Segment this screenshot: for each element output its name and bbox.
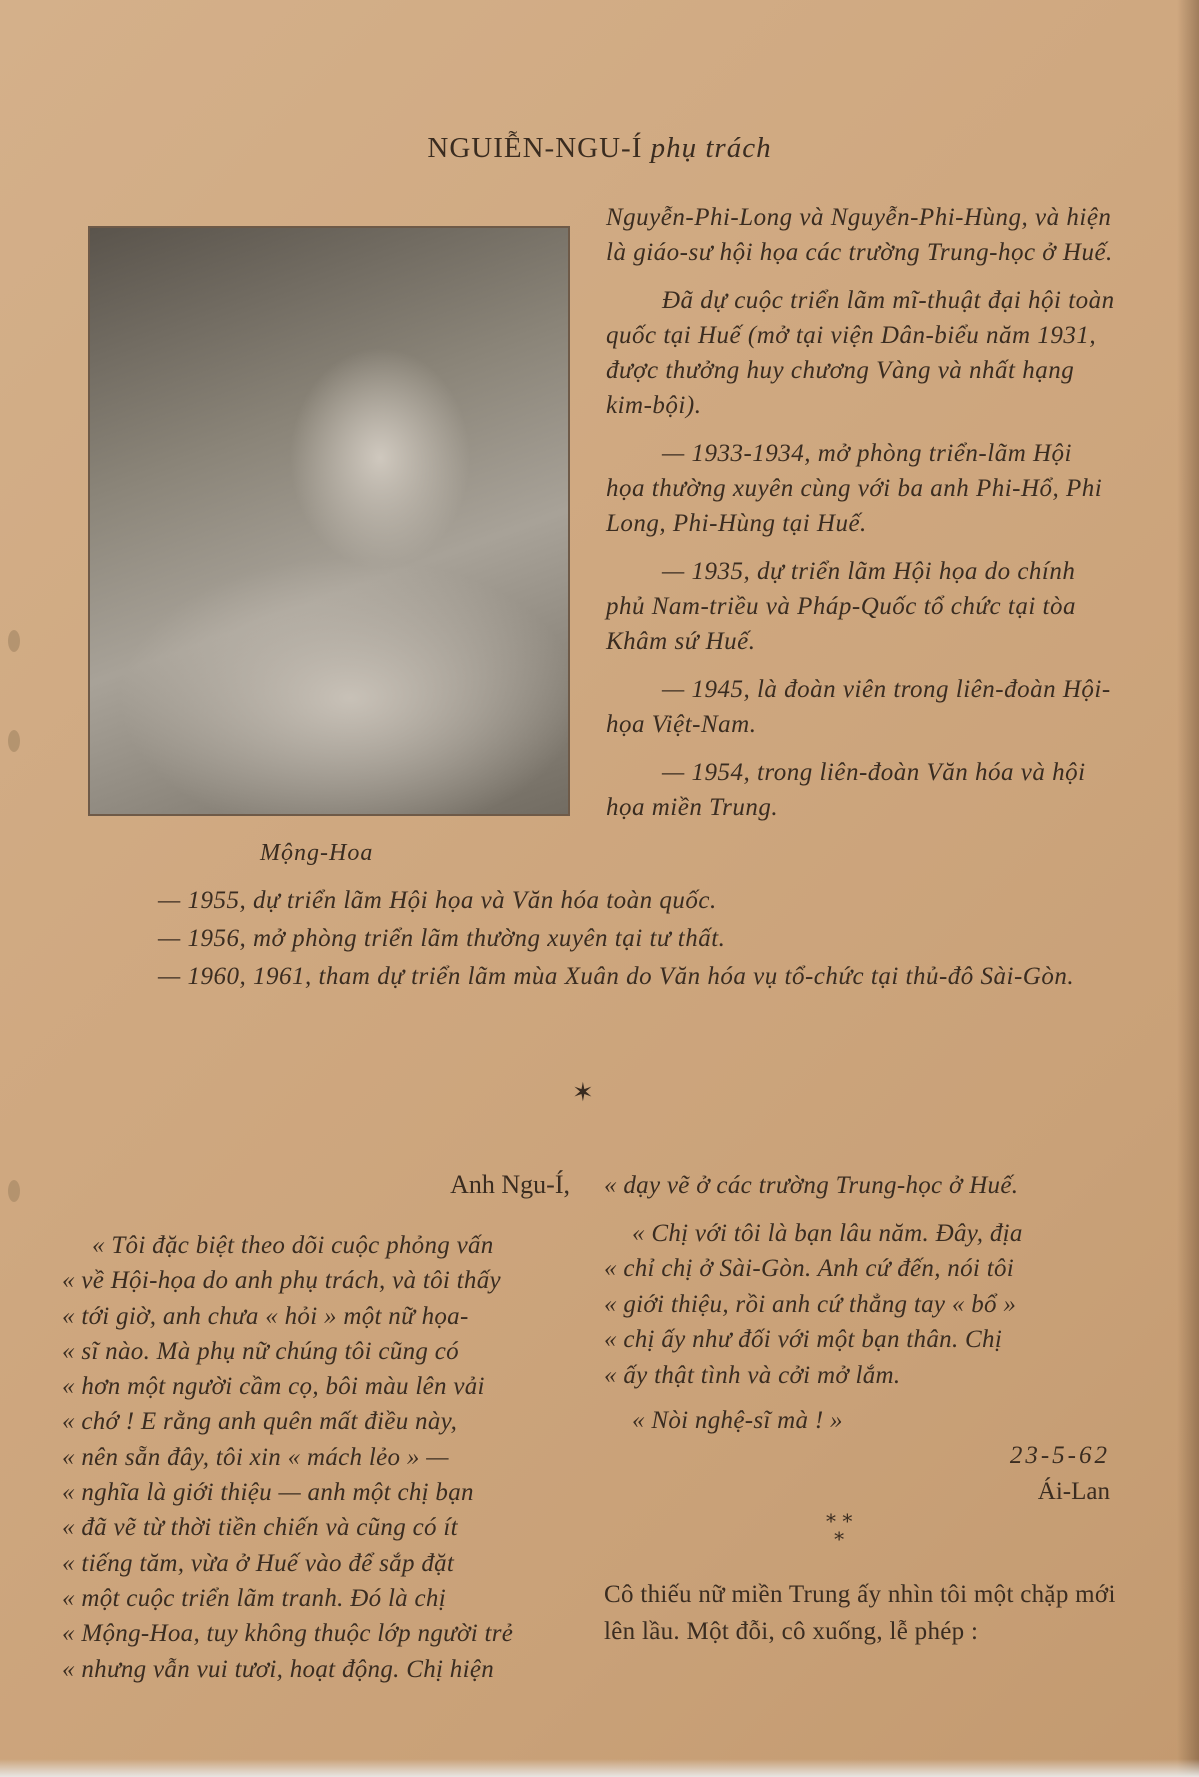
bio-paragraph: — 1933-1934, mở phòng triển-lãm Hội họa thường xuyên cùng với ba anh Phi-Hổ, Phi Long, Phi-Hùng tại Huế. [606,440,1103,537]
letter-line: « sĩ nào. Mà phụ nữ chúng tôi cũng có [62,1337,459,1365]
letter-line: « nên sẵn đây, tôi xin « mách lẻo » — [62,1443,449,1471]
letter-line: « ấy thật tình và cởi mở lắm. [604,1361,901,1389]
letter-line: « Chị với tôi là bạn lâu năm. Đây, địa [632,1219,1023,1247]
bio-paragraph: — 1945, là đoàn viên trong liên-đoàn Hội-họa Việt-Nam. [606,676,1111,738]
section-divider-star-icon: ✶ [572,1078,594,1108]
bio-paragraph: Đã dự cuộc triển lãm mĩ-thuật đại hội toàn quốc tại Huế (mở tại viện Dân-biểu năm 1931, được thưởng huy chương Vàng và nhất hạng kim-bội). [606,287,1115,419]
letter-salutation: Anh Ngu-Í, [450,1170,570,1199]
header-name: NGUIỄN-NGU-Í [427,132,643,164]
bio-paragraph: — 1956, mở phòng triển lãm thường xuyên tại tư thất. [158,925,726,952]
asterism-icon: * * * [826,1509,853,1551]
letter-line: « nghĩa là giới thiệu — anh một chị bạn [62,1479,474,1507]
letter-line: « chớ ! E rằng anh quên mất điều này, [62,1408,458,1436]
page-header [0,132,1199,165]
bio-full-width [60,882,1120,996]
bio-paragraph: — 1935, dự triển lãm Hội họa do chính phủ Nam-triều và Pháp-Quốc tổ chức tại tòa Khâm sứ Huế. [606,558,1076,655]
letter-line: « chị ấy như đối với một bạn thân. Chị [604,1326,1003,1353]
letter-line: « một cuộc triển lãm tranh. Đó là chị [62,1584,446,1612]
letter-line: « Nòi nghệ-sĩ mà ! » [632,1407,843,1434]
portrait-photo [88,226,570,816]
letter-line: « tiếng tăm, vừa ở Huế vào để sắp đặt [62,1549,455,1577]
bio-paragraph: — 1960, 1961, tham dự triển lãm mùa Xuân do Văn hóa vụ tổ-chức tại thủ-đô Sài-Gòn. [158,963,1075,990]
closing-paragraph: Cô thiếu nữ miền Trung ấy nhìn tôi một chặp mới lên lầu. Một đỗi, cô xuống, lễ phép : [604,1581,1116,1645]
letter-date: 23-5-62 [1009,1442,1110,1469]
bio-paragraph: — 1955, dự triển lãm Hội họa và Văn hóa toàn quốc. [158,887,717,914]
letter-column-right [604,1168,1118,1445]
letter-line: « nhưng vẫn vui tươi, hoạt động. Chị hiện [62,1655,495,1683]
letter-line: « đã vẽ từ thời tiền chiến và cũng có ít [62,1514,458,1542]
bio-column-right [606,200,1116,838]
letter-line: « hơn một người cầm cọ, bôi màu lên vải [62,1373,485,1401]
letter-line: « dạy vẽ ở các trường Trung-học ở Huế. [604,1172,1019,1199]
binding-hole [8,1180,20,1202]
bio-paragraph: — 1954, trong liên-đoàn Văn hóa và hội họa miền Trung. [606,759,1086,821]
page-bottom-edge [0,1759,1199,1777]
letter-line: « Tôi đặc biệt theo dõi cuộc phỏng vấn [92,1232,494,1259]
page-edge-shadow [1177,0,1199,1777]
bio-paragraph: Nguyễn-Phi-Long và Nguyễn-Phi-Hùng, và hiện là giáo-sư hội họa các trường Trung-học ở Huế. [606,204,1113,266]
letter-line: « tới giờ, anh chưa « hỏi » một nữ họa- [62,1302,469,1330]
letter-column-left [62,1228,570,1687]
header-role: phụ trách [650,132,772,164]
letter-line: « chỉ chị ở Sài-Gòn. Anh cứ đến, nói tôi [604,1255,1014,1282]
letter-line: « giới thiệu, rồi anh cứ thẳng tay « bổ » [604,1290,1017,1318]
letter-signature: Ái-Lan [1037,1478,1110,1505]
binding-hole [8,630,20,652]
photo-caption: Mộng-Hoa [260,840,374,866]
letter-line: « Mộng-Hoa, tuy không thuộc lớp người trẻ [62,1620,514,1648]
letter-line: « về Hội-họa do anh phụ trách, và tôi thấy [62,1267,501,1295]
binding-hole [8,730,20,752]
